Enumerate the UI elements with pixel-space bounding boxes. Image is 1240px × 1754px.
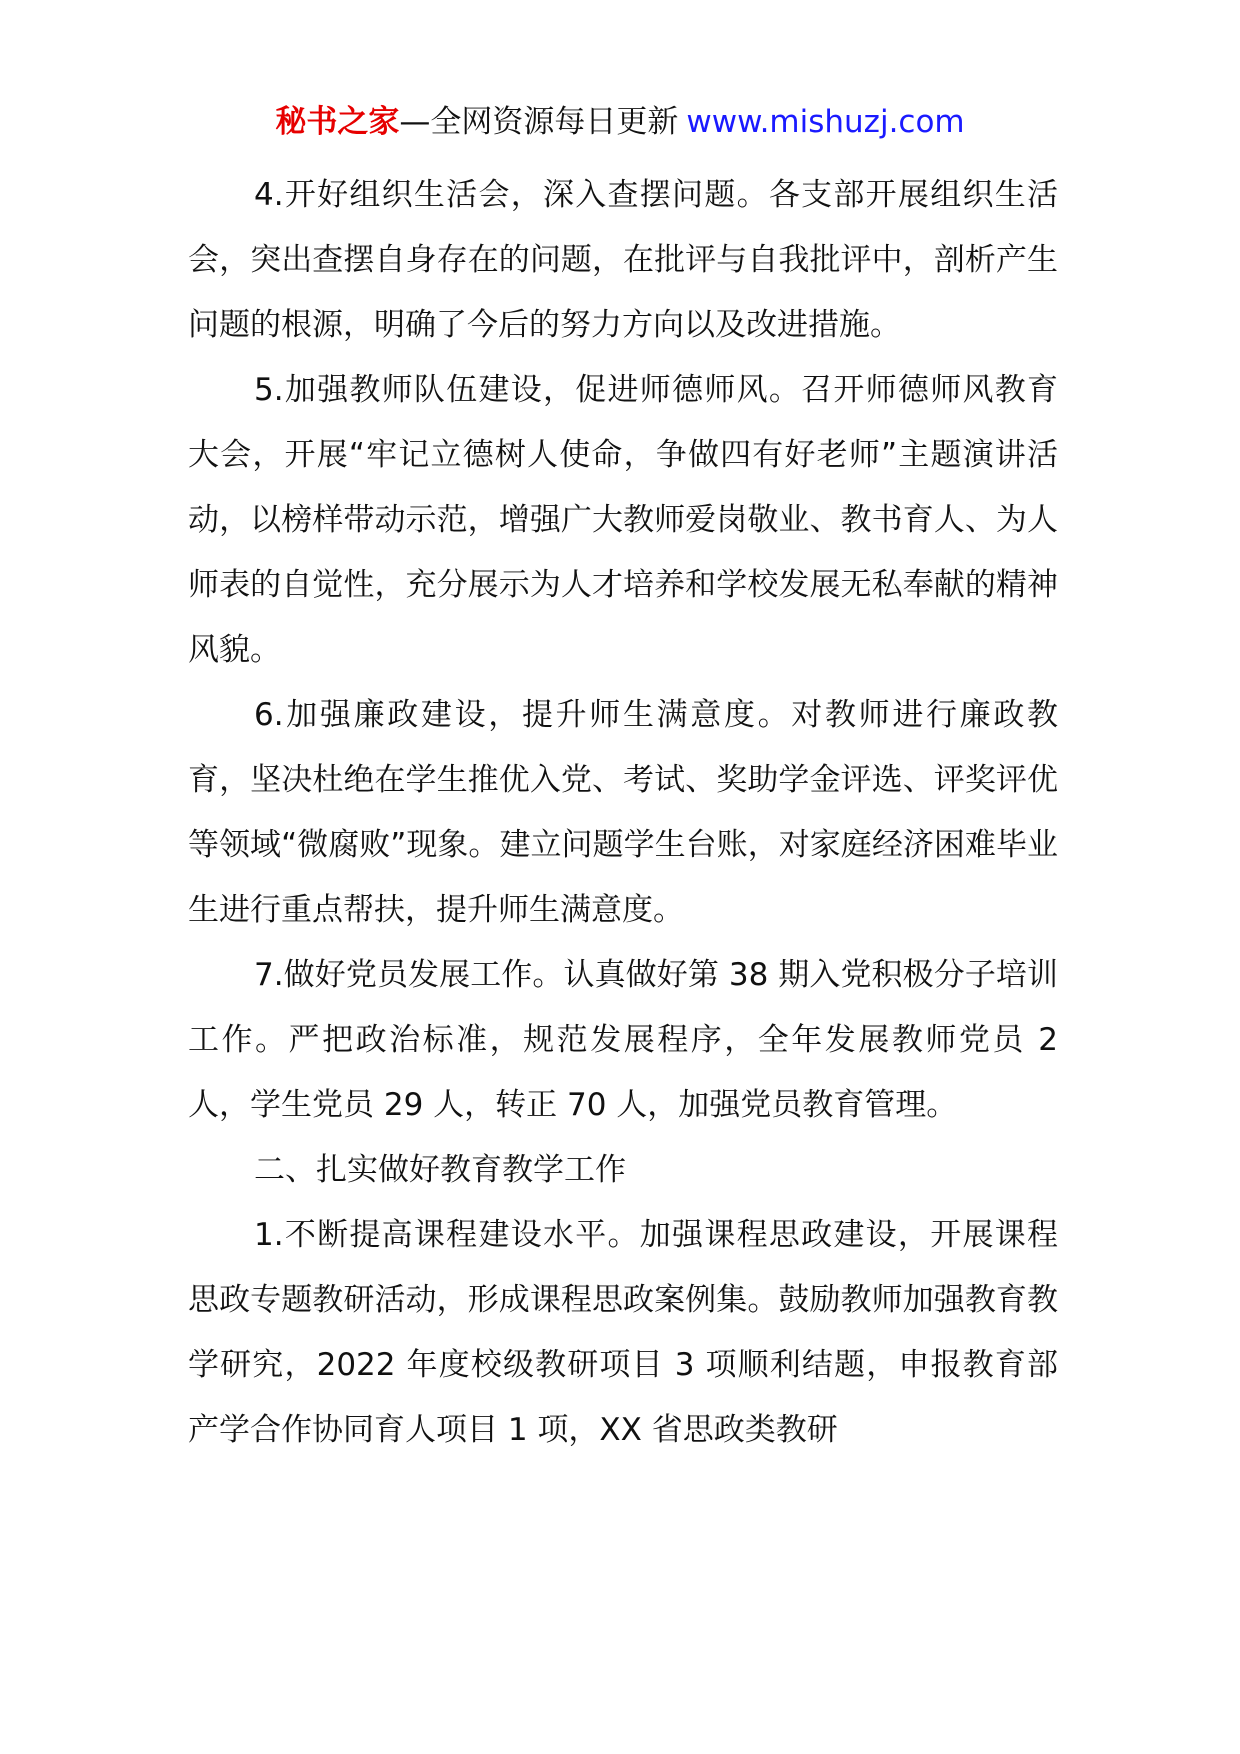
- paragraph-course-building: 1.不断提高课程建设水平。加强课程思政建设，开展课程思政专题教研活动，形成课程思政案例集。鼓励教师加强教育教学研究，2022 年度校级教研项目 3 项顺利结题，申报教育部产学合作协同育人项目 1 项，XX 省思政类教研: [188, 1217, 1058, 1448]
- paragraph-integrity: 6.加强廉政建设，提升师生满意度。对教师进行廉政教育，坚决杜绝在学生推优入党、考试、奖助学金评选、评奖评优等领域“微腐败”现象。建立问题学生台账，对家庭经济困难毕业生进行重点帮扶，提升师生满意度。: [188, 697, 1058, 928]
- paragraph-organization-life: 4.开好组织生活会，深入查摆问题。各支部开展组织生活会，突出查摆自身存在的问题，在批评与自我批评中，剖析产生问题的根源，明确了今后的努力方向以及改进措施。: [188, 177, 1058, 343]
- brand-name: 秘书之家: [275, 104, 400, 140]
- paragraph-teacher-team: 5.加强教师队伍建设，促进师德师风。召开师德师风教育大会，开展“牢记立德树人使命，争做四有好老师”主题演讲活动，以榜样带动示范，增强广大教师爱岗敬业、教书育人、为人师表的自觉性，充分展示为人才培养和学校发展无私奉献的精神风貌。: [188, 372, 1058, 668]
- section-heading-teaching: 二、扎实做好教育教学工作: [254, 1152, 626, 1188]
- site-url-link[interactable]: www.mishuzj.com: [686, 104, 965, 140]
- paragraph-party-development: 7.做好党员发展工作。认真做好第 38 期入党积极分子培训工作。严把政治标准，规范发展程序，全年发展教师党员 2 人，学生党员 29 人，转正 70 人，加强党员教育管理。: [188, 957, 1058, 1123]
- header-tagline: —全网资源每日更新: [399, 104, 679, 140]
- site-header: [0, 100, 1240, 144]
- document-body: [188, 163, 1058, 1463]
